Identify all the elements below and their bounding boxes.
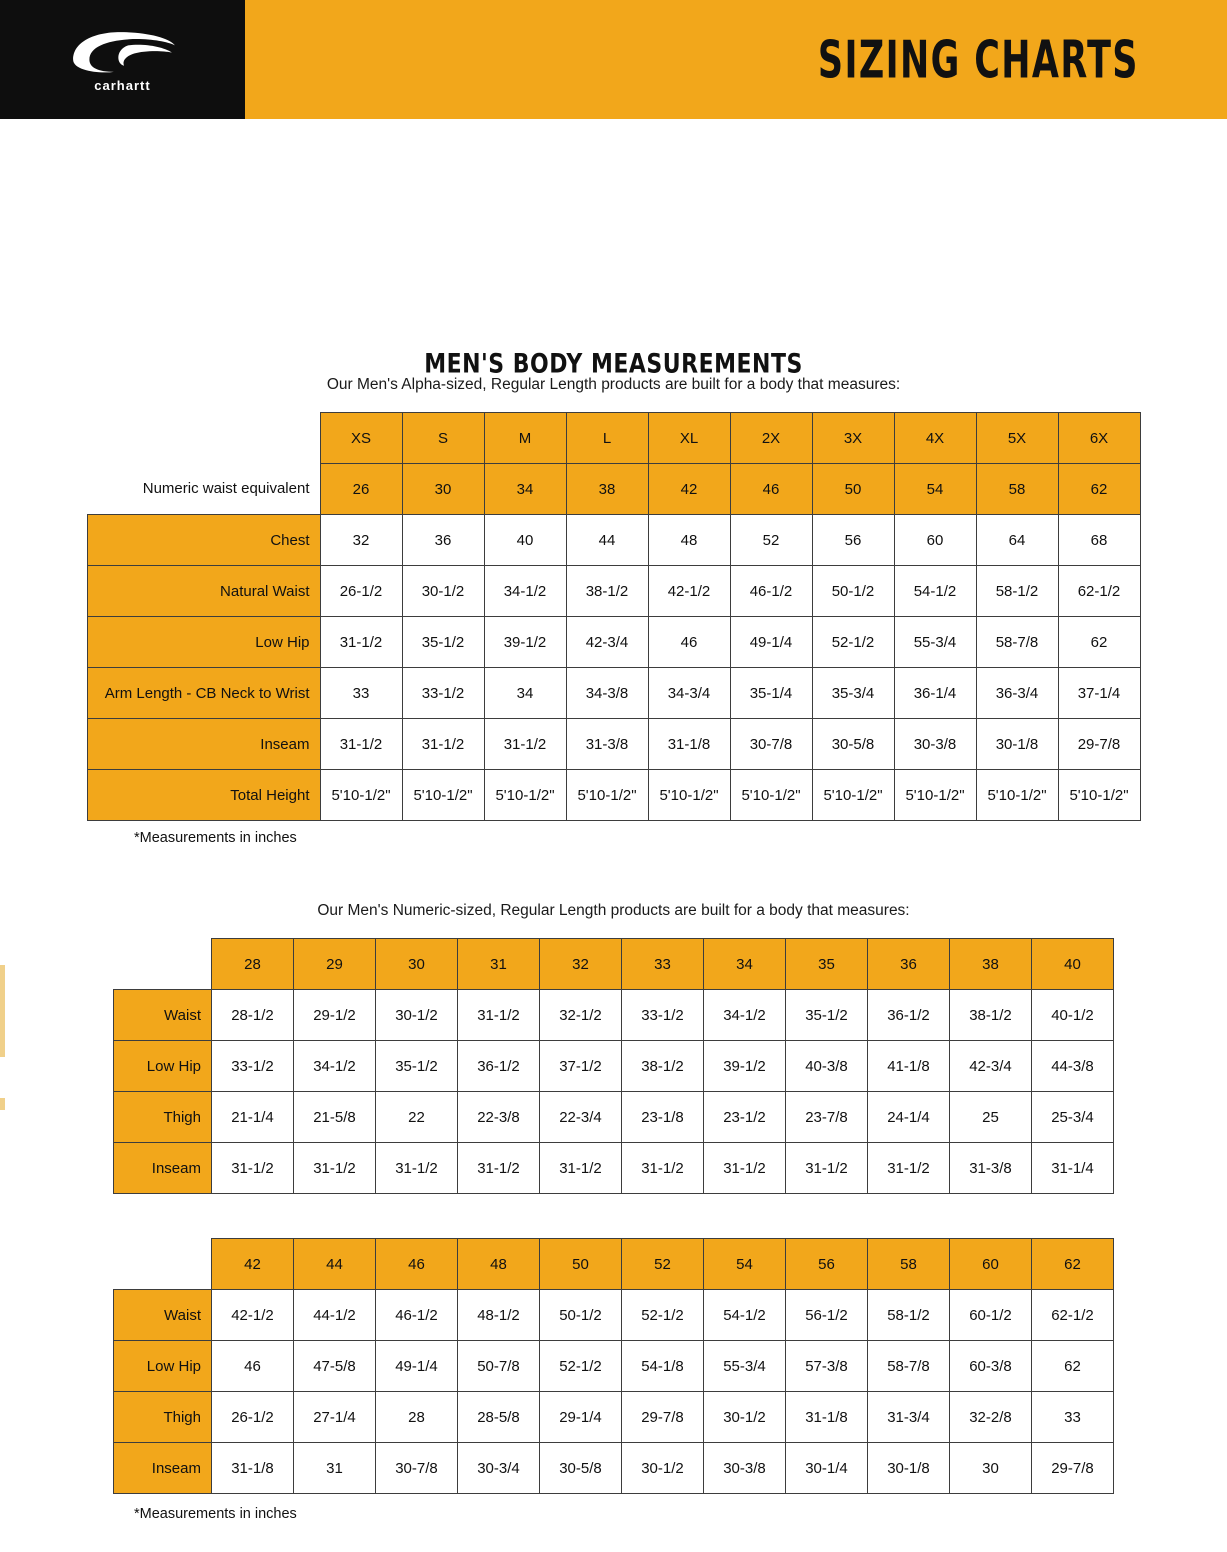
corner-blank [114,1239,212,1290]
table-cell: 31-1/2 [704,1143,786,1194]
numeric-waist-value: 54 [894,464,976,515]
table-row [114,1143,1114,1194]
table-cell: 62 [1058,617,1140,668]
table-cell: 30-3/8 [704,1443,786,1494]
table-cell: 31-1/8 [212,1443,294,1494]
table-cell: 62 [1032,1341,1114,1392]
column-header: 32 [540,939,622,990]
table-cell: 37-1/2 [540,1041,622,1092]
numeric-intro-text: Our Men's Numeric-sized, Regular Length products are built for a body that measures: [317,902,910,919]
alpha-size-table [87,412,1141,821]
column-header: 38 [950,939,1032,990]
row-label: Arm Length - CB Neck to Wrist [87,668,320,719]
numeric-size-table-28-40 [113,938,1114,1194]
table-cell: 48 [648,515,730,566]
table-cell: 30 [950,1443,1032,1494]
table-cell: 25 [950,1092,1032,1143]
table-cell: 40 [484,515,566,566]
column-header: 46 [376,1239,458,1290]
column-header: 35 [786,939,868,990]
table-cell: 27-1/4 [294,1392,376,1443]
footnote-2: *Measurements in inches [134,1506,297,1522]
table-cell: 42-1/2 [648,566,730,617]
table-cell: 30-7/8 [376,1443,458,1494]
table-cell: 23-1/8 [622,1092,704,1143]
table-cell: 36-1/2 [458,1041,540,1092]
table-cell: 34-1/2 [484,566,566,617]
column-header: 29 [294,939,376,990]
table-cell: 31-1/2 [786,1143,868,1194]
column-header: XL [648,413,730,464]
column-header: 30 [376,939,458,990]
table-cell: 34 [484,668,566,719]
table-row [87,515,1140,566]
numeric-waist-label: Numeric waist equivalent [142,480,310,498]
table-cell: 60-3/8 [950,1341,1032,1392]
table-cell: 22 [376,1092,458,1143]
table-cell: 5'10-1/2" [1058,770,1140,821]
table-cell: 55-3/4 [704,1341,786,1392]
alpha-table-wrap [0,412,1227,821]
table-header-row [87,413,1140,464]
table-header-row [114,939,1114,990]
table-cell: 58-7/8 [976,617,1058,668]
table-cell: 23-7/8 [786,1092,868,1143]
table-cell: 49-1/4 [376,1341,458,1392]
table-cell: 31-1/4 [1032,1143,1114,1194]
table-cell: 31-1/8 [786,1392,868,1443]
table-cell: 30-1/2 [402,566,484,617]
footnote-1: *Measurements in inches [134,830,297,846]
table-cell: 37-1/4 [1058,668,1140,719]
table-cell: 31-1/2 [868,1143,950,1194]
table-cell: 58-1/2 [868,1290,950,1341]
table-cell: 35-3/4 [812,668,894,719]
table-cell: 26-1/2 [320,566,402,617]
table-cell: 31-3/4 [868,1392,950,1443]
column-header: 3X [812,413,894,464]
column-header: 40 [1032,939,1114,990]
table-cell: 68 [1058,515,1140,566]
column-header: 56 [786,1239,868,1290]
table-cell: 40-3/8 [786,1041,868,1092]
table-cell: 49-1/4 [730,617,812,668]
table-cell: 42-3/4 [950,1041,1032,1092]
row-label: Inseam [114,1443,212,1494]
column-header: XS [320,413,402,464]
carhartt-c-logo-icon [67,30,179,76]
column-header: 42 [212,1239,294,1290]
table-cell: 29-7/8 [622,1392,704,1443]
table-cell: 31-1/2 [402,719,484,770]
table-cell: 47-5/8 [294,1341,376,1392]
table-row [114,1290,1114,1341]
table-cell: 5'10-1/2" [484,770,566,821]
numeric-table-2-wrap [0,1238,1227,1494]
table-cell: 36-1/4 [894,668,976,719]
table-cell: 30-1/4 [786,1443,868,1494]
table-cell: 30-5/8 [540,1443,622,1494]
numeric-waist-value: 42 [648,464,730,515]
numeric-waist-value: 30 [402,464,484,515]
column-header: M [484,413,566,464]
table-cell: 30-3/8 [894,719,976,770]
table-row [114,1443,1114,1494]
table-cell: 31-1/2 [320,719,402,770]
table-cell: 23-1/2 [704,1092,786,1143]
table-cell: 34-3/8 [566,668,648,719]
table-cell: 31-1/2 [458,1143,540,1194]
table-cell: 33-1/2 [622,990,704,1041]
table-cell: 46 [648,617,730,668]
table-cell: 5'10-1/2" [812,770,894,821]
table-cell: 30-1/2 [622,1443,704,1494]
table-cell: 46 [212,1341,294,1392]
table-cell: 54-1/8 [622,1341,704,1392]
table-cell: 28 [376,1392,458,1443]
scan-artifact-left-upper [0,965,5,1057]
table-cell: 42-3/4 [566,617,648,668]
numeric-waist-value: 46 [730,464,812,515]
table-cell: 38-1/2 [566,566,648,617]
table-cell: 32 [320,515,402,566]
column-header: 33 [622,939,704,990]
table-cell: 30-3/4 [458,1443,540,1494]
table-cell: 35-1/2 [402,617,484,668]
table-row [114,1341,1114,1392]
table-cell: 32-1/2 [540,990,622,1041]
table-cell: 31-1/2 [376,1143,458,1194]
table-cell: 52 [730,515,812,566]
table-cell: 50-7/8 [458,1341,540,1392]
table-cell: 38-1/2 [622,1041,704,1092]
table-cell: 35-1/2 [786,990,868,1041]
table-cell: 29-7/8 [1058,719,1140,770]
table-cell: 48-1/2 [458,1290,540,1341]
corner-blank [114,939,212,990]
table-cell: 38-1/2 [950,990,1032,1041]
table-cell: 24-1/4 [868,1092,950,1143]
table-row [87,617,1140,668]
table-cell: 31-3/8 [950,1143,1032,1194]
table-cell: 30-1/8 [868,1443,950,1494]
table-cell: 29-7/8 [1032,1443,1114,1494]
column-header: 34 [704,939,786,990]
table-cell: 31-1/2 [212,1143,294,1194]
numeric-table-1-wrap [0,938,1227,1194]
table-cell: 21-1/4 [212,1092,294,1143]
table-cell: 58-1/2 [976,566,1058,617]
row-label: Low Hip [114,1041,212,1092]
column-header: S [402,413,484,464]
row-label: Total Height [87,770,320,821]
table-cell: 31-1/8 [648,719,730,770]
table-cell: 5'10-1/2" [320,770,402,821]
table-cell: 31-1/2 [622,1143,704,1194]
table-cell: 57-3/8 [786,1341,868,1392]
column-header: 58 [868,1239,950,1290]
table-cell: 31-1/2 [294,1143,376,1194]
table-cell: 54-1/2 [894,566,976,617]
column-header: 31 [458,939,540,990]
row-label: Natural Waist [87,566,320,617]
row-label: Inseam [114,1143,212,1194]
column-header: 62 [1032,1239,1114,1290]
brand-wordmark: carhartt [94,78,151,93]
table-cell: 28-5/8 [458,1392,540,1443]
column-header: 5X [976,413,1058,464]
table-cell: 33 [320,668,402,719]
numeric-size-table-42-62 [113,1238,1114,1494]
table-cell: 44-3/8 [1032,1041,1114,1092]
numeric-waist-value: 38 [566,464,648,515]
table-cell: 55-3/4 [894,617,976,668]
table-cell: 44-1/2 [294,1290,376,1341]
table-cell: 33 [1032,1392,1114,1443]
table-cell: 36-1/2 [868,990,950,1041]
table-cell: 42-1/2 [212,1290,294,1341]
table-row [87,566,1140,617]
table-cell: 5'10-1/2" [730,770,812,821]
table-cell: 46-1/2 [376,1290,458,1341]
table-cell: 28-1/2 [212,990,294,1041]
numeric-waist-value: 62 [1058,464,1140,515]
table-row [114,1092,1114,1143]
numeric-waist-value: 50 [812,464,894,515]
table-cell: 31-1/2 [540,1143,622,1194]
table-cell: 30-7/8 [730,719,812,770]
table-cell: 30-1/2 [704,1392,786,1443]
table-cell: 32-2/8 [950,1392,1032,1443]
table-gap [0,1194,1227,1220]
table-cell: 5'10-1/2" [648,770,730,821]
table-cell: 50-1/2 [812,566,894,617]
column-header: 54 [704,1239,786,1290]
numeric-waist-value: 26 [320,464,402,515]
table-cell: 21-5/8 [294,1092,376,1143]
table-cell: 60 [894,515,976,566]
page-title: SIZING CHARTS [818,29,1139,90]
table-cell: 5'10-1/2" [402,770,484,821]
scan-artifact-left-lower [0,1098,5,1110]
table-cell: 31 [294,1443,376,1494]
column-header: 28 [212,939,294,990]
table-cell: 31-1/2 [320,617,402,668]
column-header: 50 [540,1239,622,1290]
table-cell: 29-1/4 [540,1392,622,1443]
table-cell: 54-1/2 [704,1290,786,1341]
table-row [87,668,1140,719]
numeric-waist-row [87,464,1140,515]
column-header: 44 [294,1239,376,1290]
table-cell: 46-1/2 [730,566,812,617]
section-heading: MEN'S BODY MEASUREMENTS [424,349,803,380]
table-cell: 58-7/8 [868,1341,950,1392]
table-cell: 31-3/8 [566,719,648,770]
table-cell: 44 [566,515,648,566]
table-row [87,770,1140,821]
table-cell: 29-1/2 [294,990,376,1041]
corner-blank [87,413,320,464]
table-cell: 62-1/2 [1058,566,1140,617]
column-header: 48 [458,1239,540,1290]
table-cell: 30-1/8 [976,719,1058,770]
table-cell: 64 [976,515,1058,566]
table-cell: 41-1/8 [868,1041,950,1092]
column-header: 52 [622,1239,704,1290]
column-header: L [566,413,648,464]
table-cell: 25-3/4 [1032,1092,1114,1143]
table-row [114,990,1114,1041]
row-label: Waist [114,1290,212,1341]
table-cell: 36-3/4 [976,668,1058,719]
row-label: Thigh [114,1392,212,1443]
table-cell: 56 [812,515,894,566]
row-label: Low Hip [114,1341,212,1392]
table-cell: 36 [402,515,484,566]
table-cell: 33-1/2 [402,668,484,719]
table-cell: 62-1/2 [1032,1290,1114,1341]
table-cell: 35-1/4 [730,668,812,719]
table-cell: 33-1/2 [212,1041,294,1092]
row-label: Thigh [114,1092,212,1143]
table-cell: 5'10-1/2" [566,770,648,821]
table-cell: 34-1/2 [294,1041,376,1092]
column-header: 36 [868,939,950,990]
row-label: Low Hip [87,617,320,668]
column-header: 60 [950,1239,1032,1290]
table-cell: 34-3/4 [648,668,730,719]
table-cell: 22-3/8 [458,1092,540,1143]
table-cell: 31-1/2 [458,990,540,1041]
table-cell: 50-1/2 [540,1290,622,1341]
numeric-waist-value: 58 [976,464,1058,515]
table-cell: 52-1/2 [540,1341,622,1392]
table-cell: 34-1/2 [704,990,786,1041]
column-header: 4X [894,413,976,464]
table-cell: 31-1/2 [484,719,566,770]
table-cell: 5'10-1/2" [976,770,1058,821]
table-cell: 30-5/8 [812,719,894,770]
table-row [114,1041,1114,1092]
table-cell: 30-1/2 [376,990,458,1041]
table-cell: 52-1/2 [812,617,894,668]
row-label: Chest [87,515,320,566]
table-cell: 40-1/2 [1032,990,1114,1041]
column-header: 6X [1058,413,1140,464]
table-header-row [114,1239,1114,1290]
table-cell: 39-1/2 [484,617,566,668]
row-label: Inseam [87,719,320,770]
table-cell: 52-1/2 [622,1290,704,1341]
table-cell: 22-3/4 [540,1092,622,1143]
numeric-waist-value: 34 [484,464,566,515]
column-header: 2X [730,413,812,464]
table-cell: 35-1/2 [376,1041,458,1092]
table-row [114,1392,1114,1443]
table-cell: 56-1/2 [786,1290,868,1341]
table-cell: 5'10-1/2" [894,770,976,821]
content-area [0,119,1227,1552]
table-cell: 39-1/2 [704,1041,786,1092]
alpha-intro-text: Our Men's Alpha-sized, Regular Length products are built for a body that measures: [326,376,901,393]
row-label: Waist [114,990,212,1041]
table-row [87,719,1140,770]
table-cell: 26-1/2 [212,1392,294,1443]
table-cell: 60-1/2 [950,1290,1032,1341]
